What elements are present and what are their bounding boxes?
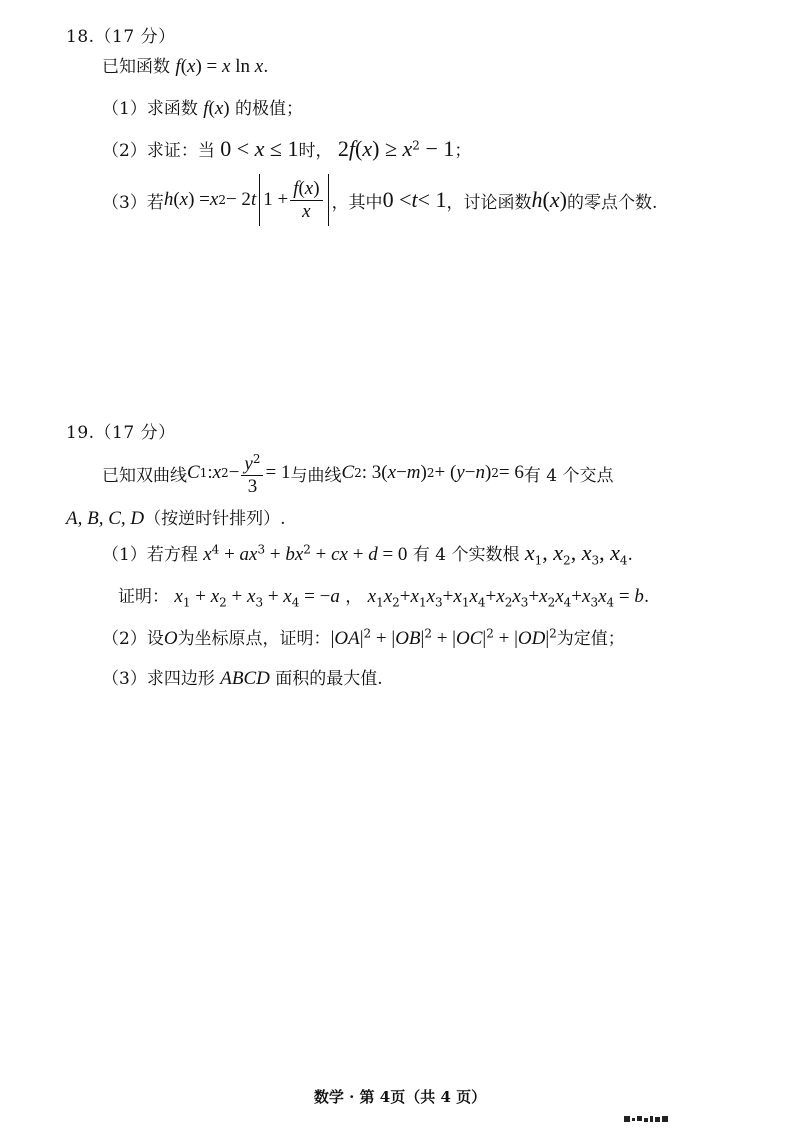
q19-part1: （1）若方程 $x^4 + ax^3 + bx^2$ + cx + d = 0 有 4 个实数根 $x_1$, $x_2$, $x_3$, $x_4$.	[102, 540, 633, 568]
q18-p3-end: 的零点个数.	[566, 192, 658, 213]
q19-p1-text: 若方程	[146, 545, 198, 565]
q18-part3: （3） 若 h ( x ) = x 2 − 2 t 1 + $\frac{f(x)}{x}$ ，其中 0 < t < 1 ，讨论函数 h ( x ) 的零点个数.	[102, 172, 657, 228]
q19-header: 19.（17 分）	[66, 423, 176, 443]
q18-p3-text: 若	[146, 192, 164, 213]
q18-p1-end: 的极值；	[235, 99, 304, 119]
q18-intro-end: .	[263, 57, 269, 77]
q18-intro-formula: f	[175, 56, 181, 77]
q19-points-line	[66, 504, 286, 530]
q18-header: 18.（17 分）	[66, 27, 176, 47]
q19-part2: （2）设O为坐标原点，证明：$|OA|^2 + |OB|^2 + |OC|^2 + |OD|^2$为定值；	[102, 626, 625, 649]
q18-p3-mid: ，其中	[331, 192, 383, 213]
q19-intro-text1: 已知双曲线	[102, 465, 187, 486]
q18-intro-text: 已知函数	[102, 57, 170, 77]
q19-p2-text2: 为坐标原点，证明：	[177, 629, 331, 649]
q19-intro-text3: 有 4 个交点	[523, 465, 614, 486]
fraction-y2-over-3: $\frac{y^2}{3}$	[241, 448, 263, 499]
q19-p1-mid: 有 4 个实数根	[412, 545, 520, 565]
q19-intro: 已知双曲线 C 1 : x 2 − $\frac{y^2}{3}$ = 1 与曲线 C 2 : 3( x − m ) 2 + ( y − n ) 2 = 6 有 4 个交点	[102, 446, 614, 500]
qr-stamp-icon	[624, 1116, 668, 1124]
q19-points-note: （按逆时针排列）.	[144, 509, 286, 529]
q19-origin: O	[163, 628, 178, 649]
q19-proof: 证明： $x_1 + x_2 + x_3 + x_4 = -a$ ， $x_1x_2+x_1x_3+x_1x_4+x_2x_3+x_2x_4+x_3x_4 = b$.	[118, 586, 650, 610]
q19-p3-label: （3）	[102, 669, 147, 689]
q19-shape: ABCD	[220, 668, 270, 689]
page-footer: 数学 · 第 4页（共 4 页）	[313, 1088, 487, 1106]
q19-p2-end: 为定值；	[556, 629, 625, 649]
q19-p3-end: 面积的最大值.	[275, 669, 383, 689]
q19-proof-sep: ，	[345, 587, 363, 607]
q19-p2-text1: 设	[146, 629, 164, 649]
abs-right-bar	[328, 174, 329, 226]
q19-intro-text2: 与曲线	[290, 465, 342, 486]
q18-p2-text: 求证：当	[146, 141, 215, 161]
fraction-f-over-x: $\frac{f(x)}{x}$	[290, 178, 322, 223]
q19-proof-end: .	[643, 587, 650, 607]
q19-points: A, B, C, D	[66, 508, 145, 529]
q18-part2: （2）求证：当 0 < x ≤ 1时， $2f(x) \ge x^2 - 1$；	[102, 136, 472, 161]
q18-part1: （1）求函数 f(x) 的极值；	[102, 98, 304, 119]
q18-p1-formula: f	[203, 98, 209, 119]
q18-p2-label: （2）	[102, 141, 147, 161]
q19-p2-label: （2）	[102, 629, 147, 649]
q18-p2-end: ；	[454, 141, 472, 161]
q19-part3	[102, 664, 383, 690]
q19-p3-text: 求四边形	[146, 669, 215, 689]
q18-p3-label: （3）	[102, 192, 147, 213]
abs-left-bar	[259, 174, 260, 226]
q18-p1-text: 求函数	[146, 99, 198, 119]
q19-proof-label: 证明：	[118, 587, 169, 607]
q18-p2-mid: 时，	[298, 141, 333, 161]
q18-intro: 已知函数 f(x) = x ln x.	[102, 56, 269, 77]
q19-p1-end: .	[627, 545, 633, 565]
q18-p1-label: （1）	[102, 99, 147, 119]
q18-p3-mid2: ，讨论函数	[446, 192, 532, 213]
q19-p1-label: （1）	[102, 545, 147, 565]
